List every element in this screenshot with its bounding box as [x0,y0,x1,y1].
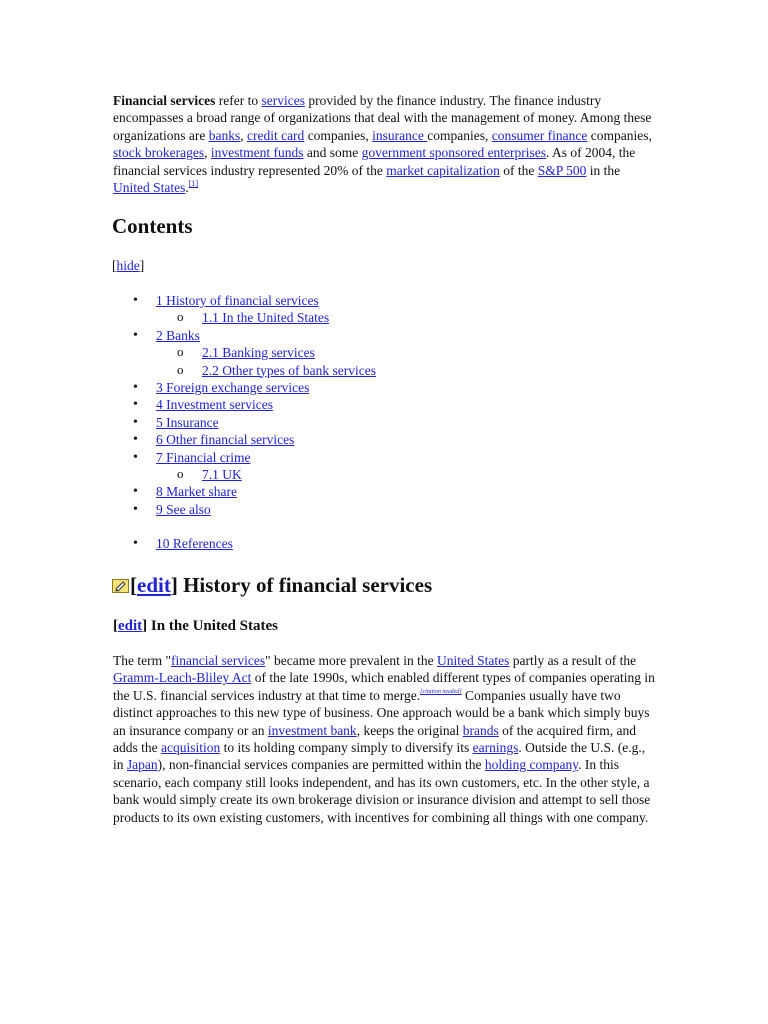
text: . As of 2004, the financial services industry represented 20% of the [113,145,636,178]
toc-link-uk[interactable]: 7.1 UK [202,466,242,482]
link-holding-company[interactable]: holding company [484,757,579,773]
toc-link-other-bank-services[interactable]: 2.2 Other types of bank services [202,362,376,378]
link-credit-card[interactable]: credit card [246,127,305,143]
bracket-close: ] [170,573,178,597]
text: and some [303,145,362,161]
text: , keeps the original [356,722,463,738]
toc-link-insurance[interactable]: 5 Insurance [156,414,219,430]
toc-toggle [112,257,144,274]
reference-link-1[interactable]: [1] [188,179,199,189]
link-earnings[interactable]: earnings [472,740,519,756]
link-sp500[interactable]: S&P 500 [537,162,587,178]
link-investment-funds[interactable]: investment funds [210,145,304,161]
text: to its holding company simply to diversify its [220,740,473,756]
text: . [185,180,189,196]
hide-toc-link[interactable]: hide [116,258,140,273]
link-government-sponsored-enterprises[interactable]: government sponsored enterprises [361,145,547,161]
link-japan[interactable]: Japan [126,757,158,773]
text: in the [586,162,621,178]
text: companies, [304,127,373,143]
text: Companies usually have two distinct approaches to this new type of business. One approach would be a bank which simply buys an insurance company or an [113,687,650,738]
link-banks[interactable]: banks [208,127,241,143]
toc-link-history[interactable]: 1 History of financial services [156,293,319,308]
link-investment-bank[interactable]: investment bank [267,722,357,738]
text: of the late 1990s, which enabled different types of companies operating in the U.S. financial services industry at that time to merge. [113,670,655,703]
text: . Outside the U.S. (e.g., in [113,740,646,773]
toc-link-references[interactable]: 10 References [156,536,233,552]
toc-spacer [113,518,658,535]
toc-link-investment-services[interactable]: 4 Investment services [156,397,273,413]
link-united-states[interactable]: United States [437,653,510,668]
text: , [204,145,211,161]
toc-link-in-the-united-states[interactable]: 1.1 In the United States [202,310,330,326]
edit-link-united-states[interactable]: edit [118,618,143,634]
contents-heading: Contents [112,214,193,238]
table-of-contents [113,292,658,552]
bold-term: Financial services [113,93,216,108]
link-consumer-finance[interactable]: consumer finance [491,127,588,143]
toc-link-financial-crime[interactable]: 7 Financial crime [156,449,251,465]
text: refer to [215,93,262,108]
link-financial-services[interactable]: financial services [171,653,266,668]
subsection-title: In the United States [147,618,279,634]
bracket-open: [ [130,573,137,597]
subsection-heading-united-states [113,617,278,635]
link-gramm-leach-bliley-act[interactable]: Gramm-Leach-Bliley Act [113,670,252,686]
intro-paragraph [113,92,658,196]
bracket-close: ] [142,618,148,634]
text: companies, [587,127,652,143]
text: , [240,127,247,143]
toc-item [113,396,658,413]
toc-item [113,431,658,448]
toc-item [113,414,658,431]
edit-pencil-icon[interactable] [112,573,129,587]
toc-link-banking-services[interactable]: 2.1 Banking services [202,345,315,361]
text: provided by the finance industry. The finance industry encompasses a broad range of organizations that deal with the management of money. Among these organizations are [113,93,652,143]
toc-item [113,449,658,466]
toc-link-foreign-exchange[interactable]: 3 Foreign exchange services [156,379,310,395]
link-brands[interactable]: brands [462,722,499,738]
toc-item [113,535,658,552]
text: companies, [427,127,492,143]
text: " became more prevalent in the [265,653,438,668]
link-services[interactable]: services [261,93,305,108]
edit-link-history[interactable]: edit [137,573,171,597]
toc-link-market-share[interactable]: 8 Market share [156,484,237,500]
toc-link-see-also[interactable]: 9 See also [156,501,211,517]
bracket-open: [ [113,618,118,634]
toc-link-other-financial-services[interactable]: 6 Other financial services [156,432,295,448]
toc-item [113,483,658,500]
toc-item [113,309,658,326]
text: partly as a result of the [509,653,637,668]
toc-item [113,501,658,518]
toc-item [113,362,658,379]
toc-item [113,292,658,309]
section-heading-history [112,572,432,598]
toc-link-banks[interactable]: 2 Banks [156,327,200,343]
bracket-close: ] [139,258,145,273]
text: ), non-financial services companies are permitted within the [157,757,485,773]
toc-item [113,379,658,396]
text: of the [499,162,538,178]
citation-needed-link[interactable]: [citation needed] [420,688,462,695]
toc-item [113,344,658,361]
link-acquisition[interactable]: acquisition [161,740,221,756]
link-insurance[interactable]: insurance [372,127,428,143]
body-paragraph [113,652,658,826]
toc-item [113,466,658,483]
section-title: History of financial services [177,573,433,597]
text: The term " [113,653,171,668]
text: . In this scenario, each company still looks independent, and has its own customers, etc. In the other style, a bank would simply create its own brokerage division or insurance division and attempt to sell those products to its own existing customers, with incentives for combining all things with one company. [113,757,651,825]
bracket-open: [ [112,258,117,273]
link-stock-brokerages[interactable]: stock brokerages [113,145,205,161]
link-market-capitalization[interactable]: market capitalization [386,162,500,178]
toc-item [113,327,658,344]
link-united-states[interactable]: United States [113,180,186,196]
text: of the acquired firm, and adds the [113,722,636,756]
